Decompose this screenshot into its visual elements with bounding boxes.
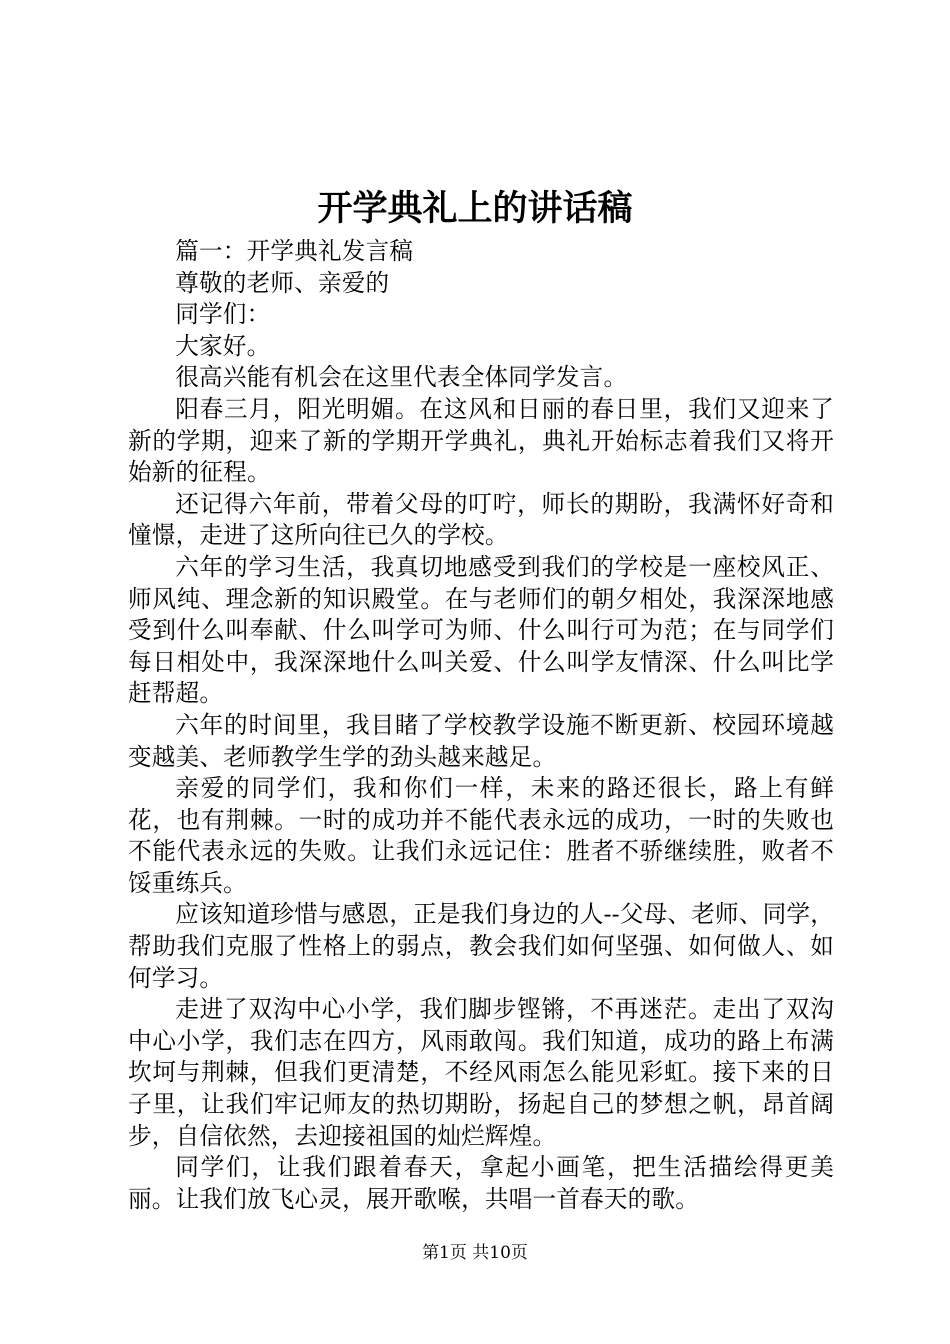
paragraph: 还记得六年前，带着父母的叮咛，师长的期盼，我满怀好奇和憧憬，走进了这所向往已久的学校。 xyxy=(128,489,834,550)
paragraph: 亲爱的同学们，我和你们一样，未来的路还很长，路上有鲜花，也有荆棘。一时的成功并不能代表永远的成功，一时的失败也不能代表永远的失败。让我们永远记住：胜者不骄继续胜，败者不馁重练兵。 xyxy=(128,774,834,897)
paragraph: 很高兴能有机会在这里代表全体同学发言。 xyxy=(175,363,628,392)
paragraph: 应该知道珍惜与感恩，正是我们身边的人--父母、老师、同学，帮助我们克服了性格上的弱点，教会我们如何坚强、如何做人、如何学习。 xyxy=(128,900,834,992)
page-footer: 第1页 共10页 xyxy=(422,1243,528,1263)
paragraph: 篇一：开学典礼发言稿 xyxy=(175,237,414,265)
paragraph: 尊敬的老师、亲爱的 xyxy=(175,268,390,297)
paragraph: 六年的学习生活，我真切地感受到我们的学校是一座校风正、师风纯、理念新的知识殿堂。在与老师们的朝夕相处，我深深地感受到什么叫奉献、什么叫学可为师、什么叫行可为范；在与同学们每日相处中，我深深地什么叫关爱、什么叫学友情深、什么叫比学赶帮超。 xyxy=(128,552,834,708)
document-body xyxy=(128,236,834,1215)
paragraph: 同学们，让我们跟着春天，拿起小画笔，把生活描绘得更美丽。让我们放飞心灵，展开歌喉，共唱一首春天的歌。 xyxy=(128,1153,834,1213)
paragraph: 走进了双沟中心小学，我们脚步铿锵，不再迷茫。走出了双沟中心小学，我们志在四方，风雨敢闯。我们知道，成功的路上布满坎坷与荆棘，但我们更清楚，不经风雨怎么能见彩虹。接下来的日子里，让我们牢记师友的热切期盼，扬起自己的梦想之帆，昂首阔步，自信依然，去迎接祖国的灿烂辉煌。 xyxy=(128,995,834,1150)
document-title: 开学典礼上的讲话稿 xyxy=(317,188,633,229)
paragraph: 大家好。 xyxy=(175,331,271,360)
paragraph: 同学们： xyxy=(175,300,271,329)
paragraph: 六年的时间里，我目睹了学校教学设施不断更新、校园环境越变越美、老师教学生学的劲头越来越足。 xyxy=(128,710,834,771)
paragraph: 阳春三月，阳光明媚。在这风和日丽的春日里，我们又迎来了新的学期，迎来了新的学期开学典礼，典礼开始标志着我们又将开始新的征程。 xyxy=(128,394,834,487)
